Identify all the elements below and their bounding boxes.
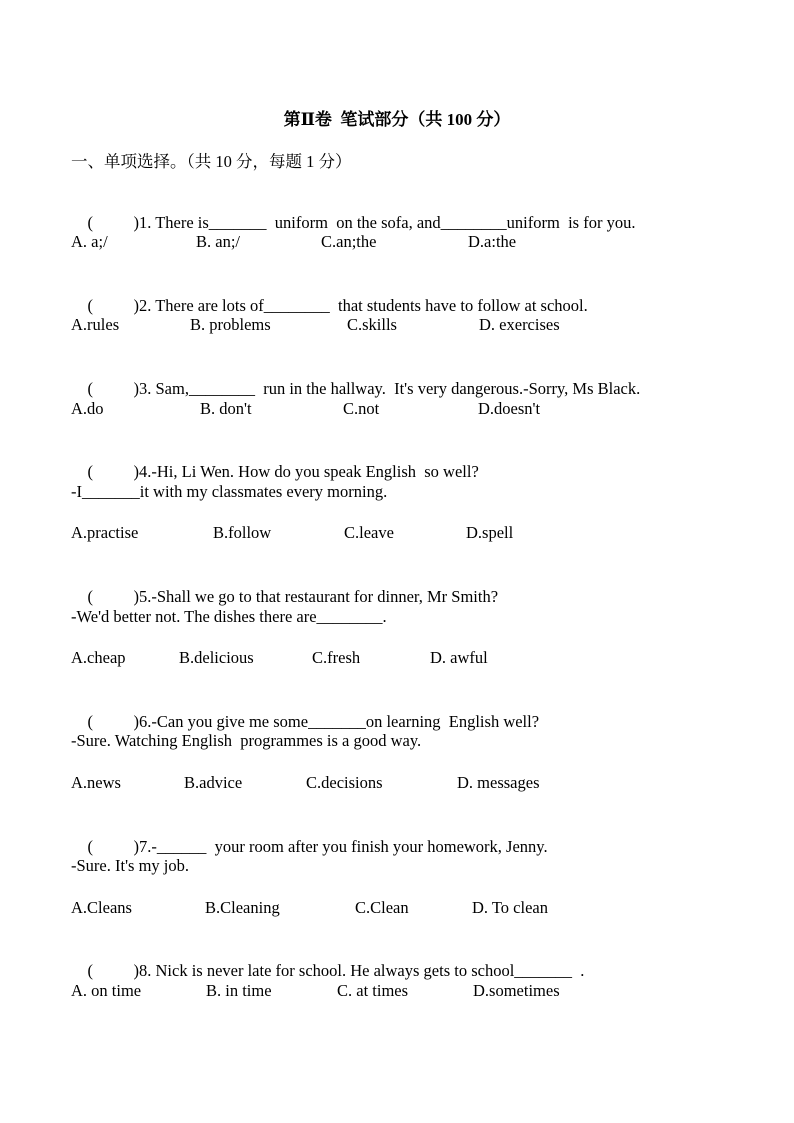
q5-option-c: C.fresh [312, 648, 361, 667]
q2-option-b: B. problems [190, 315, 271, 334]
question-5-dialogue: -We'd better not. The dishes there are________. [71, 607, 387, 626]
question-3-stem [71, 356, 641, 398]
q2-option-d: D. exercises [479, 315, 560, 334]
q6-option-d: D. messages [457, 773, 540, 792]
question-8-stem [71, 938, 585, 980]
answer-bracket: ( [87, 712, 93, 731]
q6-option-c: C.decisions [306, 773, 383, 792]
question-text: )4.-Hi, Li Wen. How do you speak English so well? [133, 462, 479, 481]
question-2-stem [71, 273, 588, 315]
question-text: )2. There are lots of________ that students have to follow at school. [133, 296, 588, 315]
question-text: )8. Nick is never late for school. He always gets to school_______ . [133, 961, 585, 980]
answer-bracket: ( [87, 213, 93, 232]
section-heading: 一、单项选择。（共 10 分，每题 1 分） [71, 152, 352, 171]
q3-option-a: A.do [71, 399, 104, 418]
answer-bracket: ( [87, 837, 93, 856]
answer-bracket: ( [87, 961, 93, 980]
q4-option-a: A.practise [71, 523, 139, 542]
question-6-dialogue: -Sure. Watching English programmes is a good way. [71, 731, 422, 750]
q3-option-b: B. don't [200, 399, 252, 418]
q3-option-d: D.doesn't [478, 399, 541, 418]
q2-option-a: A.rules [71, 315, 120, 334]
answer-bracket: ( [87, 462, 93, 481]
q6-option-b: B.advice [184, 773, 243, 792]
q7-option-b: B.Cleaning [205, 898, 280, 917]
q8-option-c: C. at times [337, 981, 409, 1000]
question-7-stem [71, 814, 548, 856]
q4-option-c: C.leave [344, 523, 394, 542]
question-5-stem [71, 564, 499, 606]
q7-option-c: C.Clean [355, 898, 409, 917]
question-text: )5.-Shall we go to that restaurant for dinner, Mr Smith? [133, 587, 499, 606]
q4-option-d: D.spell [466, 523, 514, 542]
question-4-dialogue: -I_______it with my classmates every morning. [71, 482, 388, 501]
q8-option-a: A. on time [71, 981, 142, 1000]
q1-option-a: A. a;/ [71, 232, 108, 251]
question-text: )3. Sam,________ run in the hallway. It's very dangerous.-Sorry, Ms Black. [133, 379, 641, 398]
question-text: )7.-______ your room after you finish your homework, Jenny. [133, 837, 548, 856]
q7-option-a: A.Cleans [71, 898, 132, 917]
q8-option-d: D.sometimes [473, 981, 560, 1000]
q4-option-b: B.follow [213, 523, 272, 542]
question-7-dialogue: -Sure. It's my job. [71, 856, 190, 875]
q1-option-c: C.an;the [321, 232, 377, 251]
q5-option-d: D. awful [430, 648, 488, 667]
answer-bracket: ( [87, 587, 93, 606]
q3-option-c: C.not [343, 399, 380, 418]
q8-option-b: B. in time [206, 981, 272, 1000]
question-text: )1. There is_______ uniform on the sofa, and________uniform is for you. [133, 213, 636, 232]
q7-option-d: D. To clean [472, 898, 548, 917]
q2-option-c: C.skills [347, 315, 397, 334]
question-6-stem [71, 689, 540, 731]
paper-title: 第Ⅱ卷 笔试部分（共 100 分） [283, 110, 511, 129]
q6-option-a: A.news [71, 773, 121, 792]
answer-bracket: ( [87, 296, 93, 315]
question-text: )6.-Can you give me some_______on learning English well? [133, 712, 540, 731]
answer-bracket: ( [87, 379, 93, 398]
q5-option-b: B.delicious [179, 648, 254, 667]
q5-option-a: A.cheap [71, 648, 126, 667]
q1-option-b: B. an;/ [196, 232, 240, 251]
question-1-stem [71, 190, 636, 232]
question-4-stem [71, 439, 479, 481]
q1-option-d: D.a:the [468, 232, 517, 251]
